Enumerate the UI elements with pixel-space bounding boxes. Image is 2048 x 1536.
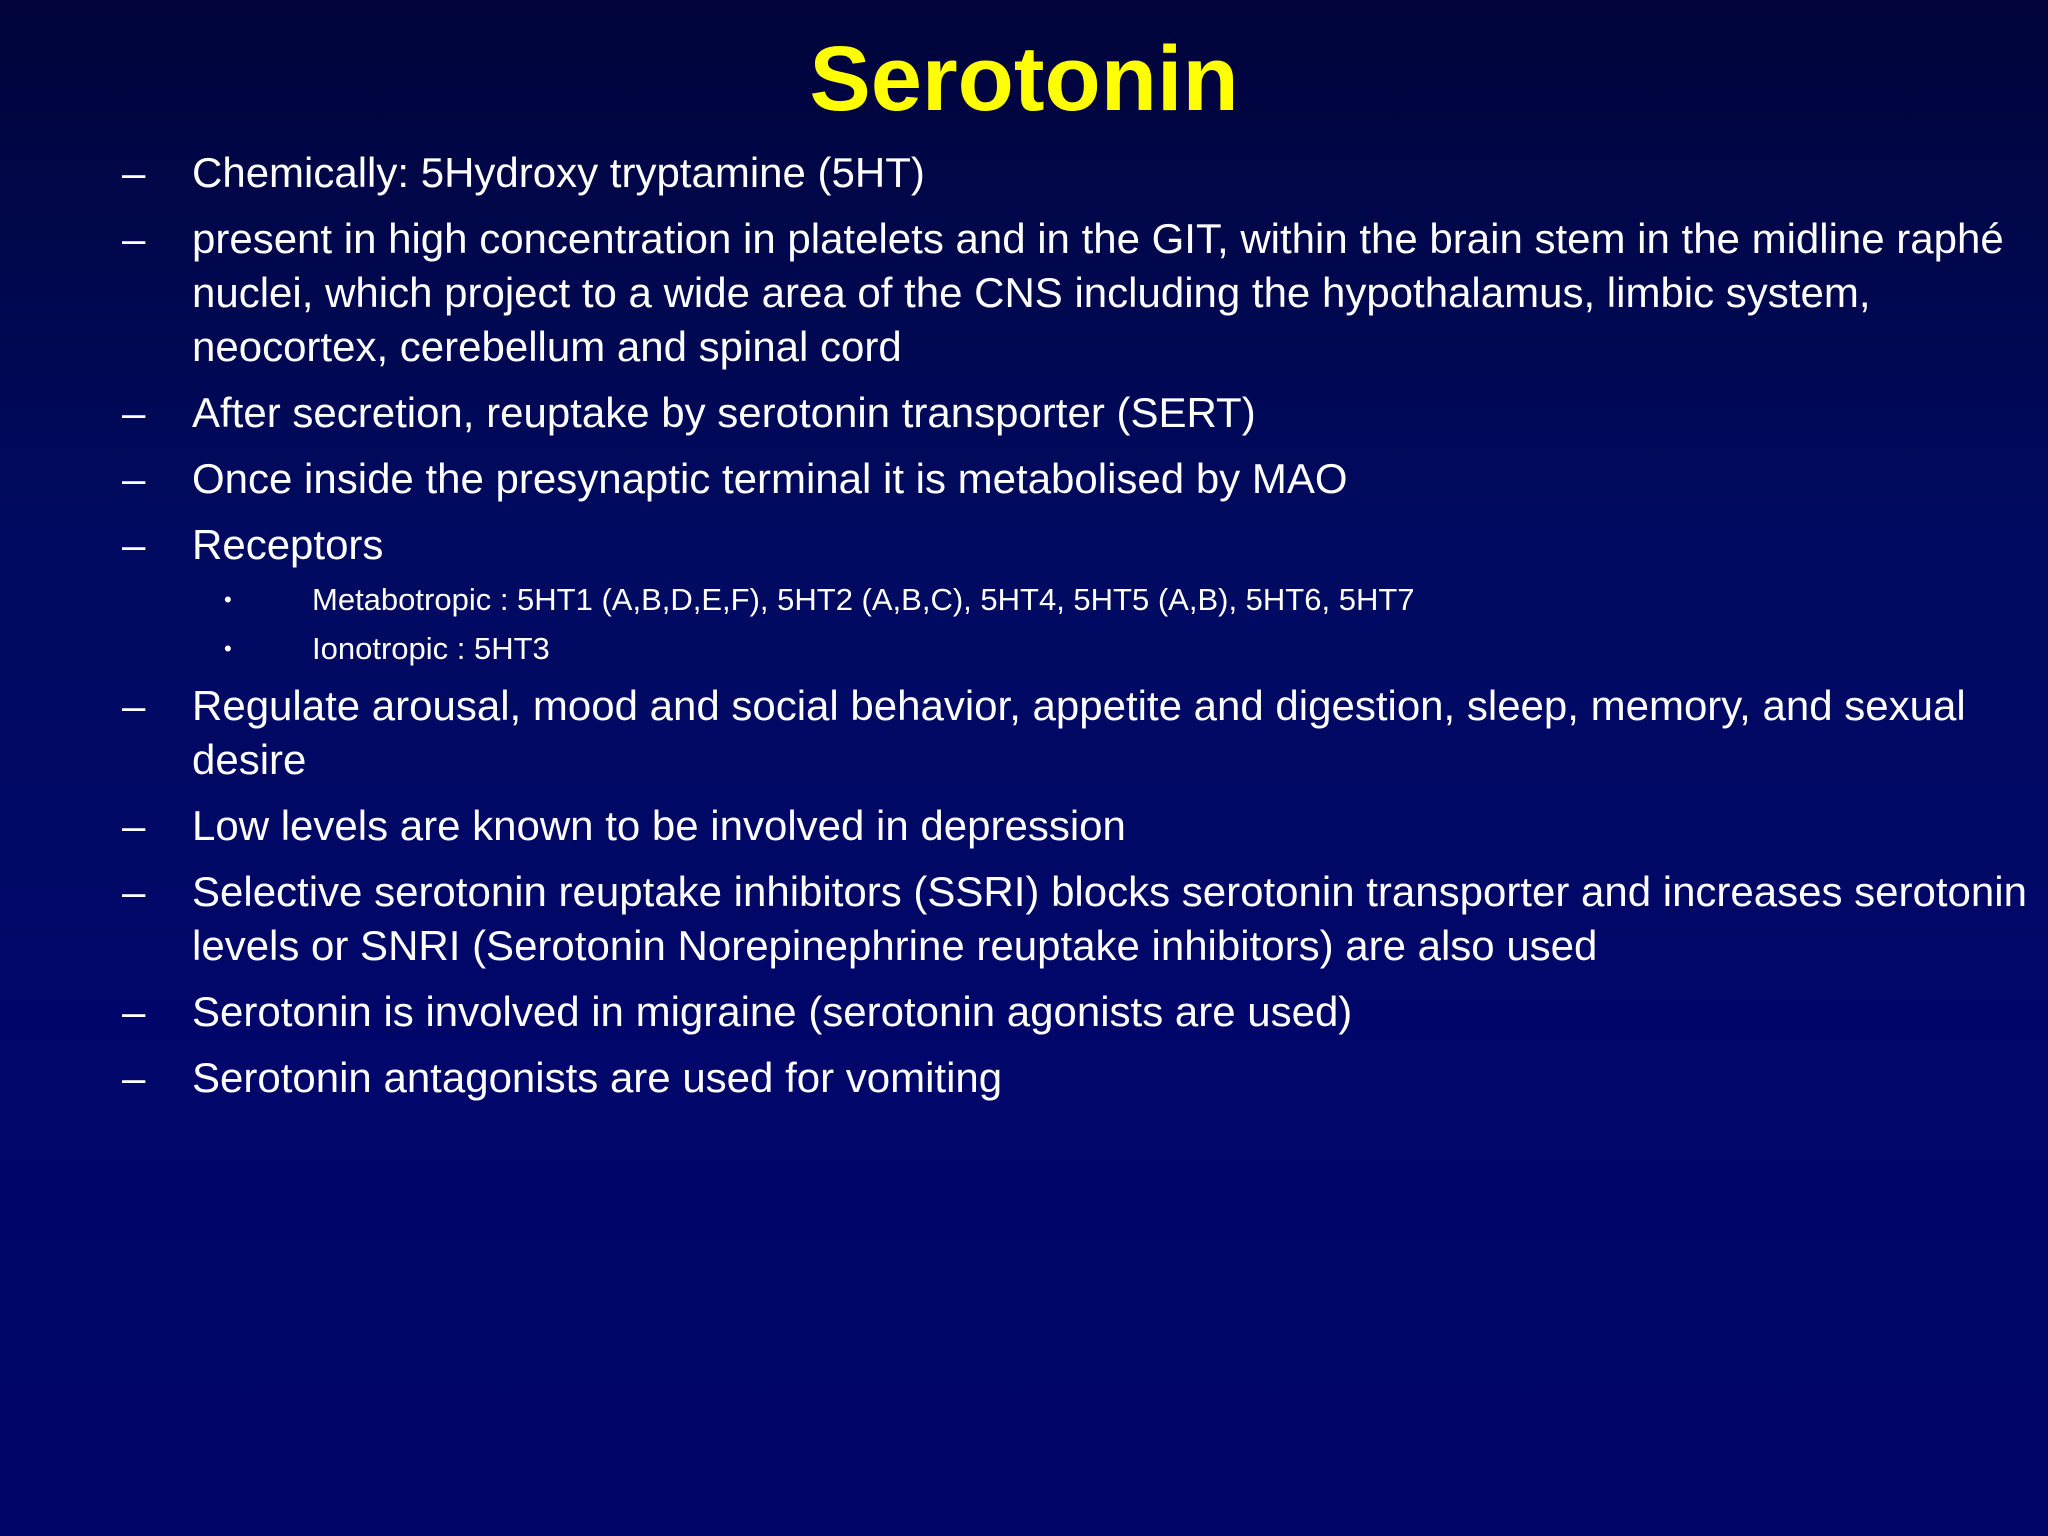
list-item — [118, 799, 2028, 853]
dash-marker: – — [122, 802, 146, 849]
item-text: Receptors — [192, 521, 384, 568]
dash-marker: – — [122, 682, 146, 729]
dash-marker: – — [122, 521, 146, 568]
dash-marker: – — [122, 868, 146, 915]
item-text: Chemically: 5Hydroxy tryptamine (5HT) — [192, 149, 925, 196]
list-item — [118, 452, 2028, 506]
receptors-sublist — [118, 580, 2028, 669]
item-text: present in high concentration in platelets and in the GIT, within the brain stem in the midline raphé nuclei, which project to a wide area of the CNS including the hypothalamus, limbic system, neocortex, cerebellum and spinal cord — [192, 215, 2004, 370]
list-item — [118, 146, 2028, 200]
sub-list-item — [118, 629, 2028, 669]
list-item — [118, 985, 2028, 1039]
list-item — [118, 386, 2028, 440]
sub-item-text: Ionotropic : 5HT3 — [312, 631, 550, 666]
item-text: Low levels are known to be involved in depression — [192, 802, 1126, 849]
bullet-marker: • — [224, 587, 232, 612]
item-text: Regulate arousal, mood and social behavior, appetite and digestion, sleep, memory, and sexual desire — [192, 682, 1966, 783]
dash-marker: – — [122, 455, 146, 502]
dash-marker: – — [122, 1054, 146, 1101]
item-text: Selective serotonin reuptake inhibitors (SSRI) blocks serotonin transporter and increases serotonin levels or SNRI (Serotonin Norepinephrine reuptake inhibitors) are also used — [192, 868, 2027, 969]
slide-title: Serotonin — [809, 28, 1239, 130]
item-text: Serotonin is involved in migraine (serotonin agonists are used) — [192, 988, 1353, 1035]
item-text: Serotonin antagonists are used for vomiting — [192, 1054, 1003, 1101]
list-item — [118, 865, 2028, 973]
dash-marker: – — [122, 389, 146, 436]
list-item — [118, 679, 2028, 787]
dash-marker: – — [122, 215, 146, 262]
item-text: Once inside the presynaptic terminal it is metabolised by MAO — [192, 455, 1348, 502]
sub-list-item — [118, 580, 2028, 620]
list-item — [118, 518, 2028, 572]
dash-marker: – — [122, 149, 146, 196]
sub-item-text: Metabotropic : 5HT1 (A,B,D,E,F), 5HT2 (A,B,C), 5HT4, 5HT5 (A,B), 5HT6, 5HT7 — [312, 582, 1415, 617]
bullet-marker: • — [224, 636, 232, 661]
bullet-list — [118, 146, 2028, 1117]
list-item — [118, 1051, 2028, 1105]
item-text: After secretion, reuptake by serotonin transporter (SERT) — [192, 389, 1256, 436]
list-item — [118, 212, 2028, 374]
dash-marker: – — [122, 988, 146, 1035]
